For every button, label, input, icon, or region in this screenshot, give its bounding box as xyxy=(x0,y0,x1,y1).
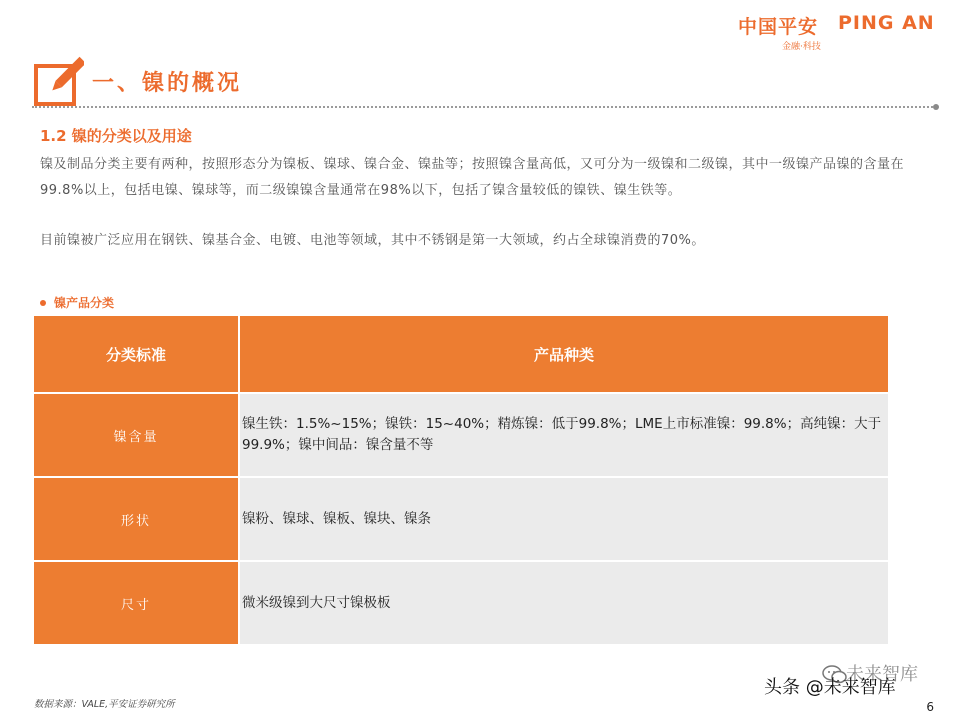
ping-an-logo xyxy=(738,10,938,52)
table-header-row xyxy=(34,316,888,392)
row-key: 镍含量 xyxy=(34,392,240,476)
table-row xyxy=(34,476,888,560)
paragraph-applications: 目前镍被广泛应用在钢铁、镍基合金、电镀、电池等领域，其中不锈钢是第一大领域，约占全球镍消费的70%。 xyxy=(40,233,705,248)
row-value: 镍生铁：1.5%~15%；镍铁：15~40%；精炼镍：低于99.8%；LME上市标准镍：99.8%；高纯镍：大于99.9%；镍中间品：镍含量不等 xyxy=(240,392,888,476)
paragraph-classification: 镍及制品分类主要有两种，按照形态分为镍板、镍球、镍合金、镍盐等；按照镍含量高低，又可分为一级镍和二级镍，其中一级镍产品镍的含量在99.8%以上，包括电镍、镍球等，而二级镍镍含量通常在98%以下，包括了镍含量较低的镍铁、镍生铁等。 xyxy=(40,157,905,198)
bullet-dot-icon xyxy=(40,300,46,306)
brand-name-en: PING AN xyxy=(838,12,935,34)
row-key: 形状 xyxy=(34,476,240,560)
watermark-shadow: 未来智库 xyxy=(846,664,918,685)
data-source: 数据来源：VALE,平安证券研究所 xyxy=(34,699,175,710)
table-row xyxy=(34,560,888,644)
row-value: 镍粉、镍球、镍板、镍块、镍条 xyxy=(240,476,888,560)
title-divider xyxy=(32,106,936,108)
pencil-edit-icon xyxy=(32,56,84,108)
brand-tagline: 金融·科技 xyxy=(782,42,821,52)
page-number: 6 xyxy=(926,700,934,714)
row-key: 尺寸 xyxy=(34,560,240,644)
table-row xyxy=(34,392,888,476)
table-label xyxy=(40,294,114,311)
table-label-text: 镍产品分类 xyxy=(54,296,115,310)
header-standard: 分类标准 xyxy=(34,316,240,392)
nickel-product-table xyxy=(34,316,888,644)
divider-end-dot xyxy=(933,104,939,110)
subsection-title: 1.2 镍的分类以及用途 xyxy=(40,127,192,145)
watermark-text: 头条 @未来智库 xyxy=(764,677,896,698)
section-title: 一、镍的概况 xyxy=(92,70,243,96)
row-value: 微米级镍到大尺寸镍极板 xyxy=(240,560,888,644)
header-product-type: 产品种类 xyxy=(240,316,888,392)
brand-name-cn: 中国平安 xyxy=(738,16,819,38)
